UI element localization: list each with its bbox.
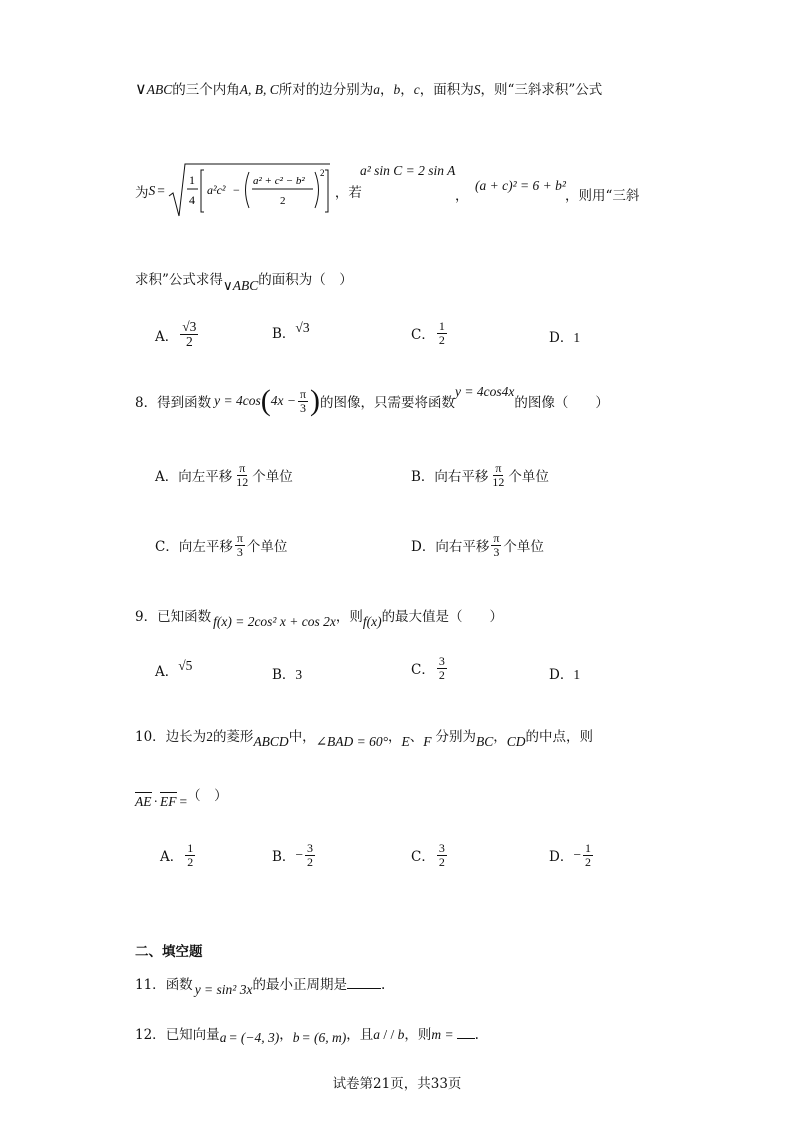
q7-sep2: ，: [455, 188, 469, 204]
page-footer: 试卷第21页，共33页: [332, 1076, 462, 1092]
q12-stem: 12．已知向量a = (−4, 3)，b = (6, m)，且a / / b，则m = .: [135, 1027, 479, 1045]
formula-quarter-den: 4: [188, 193, 195, 207]
q7-line1: ∨ABC的三个内角A, B, C所对的边分别为a，b，c，面积为S，则“三斜求积”公式: [135, 81, 603, 98]
q7-option-d[interactable]: D．1: [549, 330, 581, 346]
formula-inner-num: a² + c² − b²: [252, 175, 305, 187]
q10-dot-product: AE · EF =（ ）: [135, 788, 228, 809]
q10-stem: 10．边长为2的菱形ABCD中，∠BAD = 60°，E、F 分别为BC，CD的中点，则: [135, 729, 594, 749]
section-title-fill-in: 二、填空题: [135, 944, 203, 960]
formula-minus: −: [232, 183, 240, 197]
q12-answer-blank[interactable]: [457, 1038, 475, 1039]
q7-condition-2: (a + c)² = 6 + b²: [475, 178, 566, 193]
q7-line2-tail: ，则用“三斜: [565, 188, 640, 204]
q9-option-d[interactable]: D．1: [549, 667, 581, 683]
q11-stem: 11．函数 y = sin² 3x的最小正周期是 .: [135, 977, 386, 997]
q10-option-c[interactable]: C． $\frac{3}{2}$: [411, 841, 445, 869]
q11-answer-blank[interactable]: [347, 988, 381, 989]
formula-quarter-num: 1: [188, 173, 195, 187]
q7-option-b[interactable]: B．√3: [272, 320, 310, 342]
q10-option-d[interactable]: D． − $\frac{1}{2}$: [549, 841, 591, 869]
q9-option-b[interactable]: B．3: [272, 667, 303, 683]
q10-option-a[interactable]: A． $\frac{1}{2}$: [160, 841, 194, 869]
q7-line3: 求积”公式求得∨ABC的面积为（ ）: [135, 272, 353, 293]
q9-option-c[interactable]: C． $\frac{3}{2}$: [411, 654, 445, 682]
q10-option-b[interactable]: B． − $\frac{3}{2}$: [272, 841, 314, 869]
q7-option-a[interactable]: A． $\frac{√3}{2}$: [155, 319, 197, 350]
q8-stem: 8． 得到函数 y = 4cos ( 4x − $\frac{\pi}{3}$ ) 的图像，只需要将函数 y = 4cos4x 的图像（ ）: [135, 384, 609, 417]
q7-condition-1: a² sin C = 2 sin A: [360, 163, 456, 178]
formula-a2c2: a²c²: [206, 183, 226, 197]
three-slant-formula: [167, 162, 332, 220]
q8-option-a[interactable]: A．向左平移 $\frac{\pi}{12}$ 个单位: [155, 461, 293, 489]
q9-option-a[interactable]: A．√5: [155, 658, 193, 680]
formula-square: 2: [319, 168, 325, 178]
q7-option-c[interactable]: C． $\frac{1}{2}$: [411, 319, 445, 347]
q9-stem: 9．已知函数 f(x) = 2cos² x + cos 2x，则f(x)的最大值是（ ）: [135, 609, 504, 629]
q8-option-b[interactable]: B．向右平移 $\frac{\pi}{12}$ 个单位: [411, 461, 549, 489]
q8-option-c[interactable]: C．向左平移 $\frac{\pi}{3}$ 个单位: [155, 531, 288, 559]
q8-option-d[interactable]: D．向右平移 $\frac{\pi}{3}$ 个单位: [411, 531, 544, 559]
formula-inner-den: 2: [279, 195, 286, 207]
q7-line2: 为 S = 1 4 a²c² − a² + c² − b² 2 2 ，若: [135, 162, 362, 220]
